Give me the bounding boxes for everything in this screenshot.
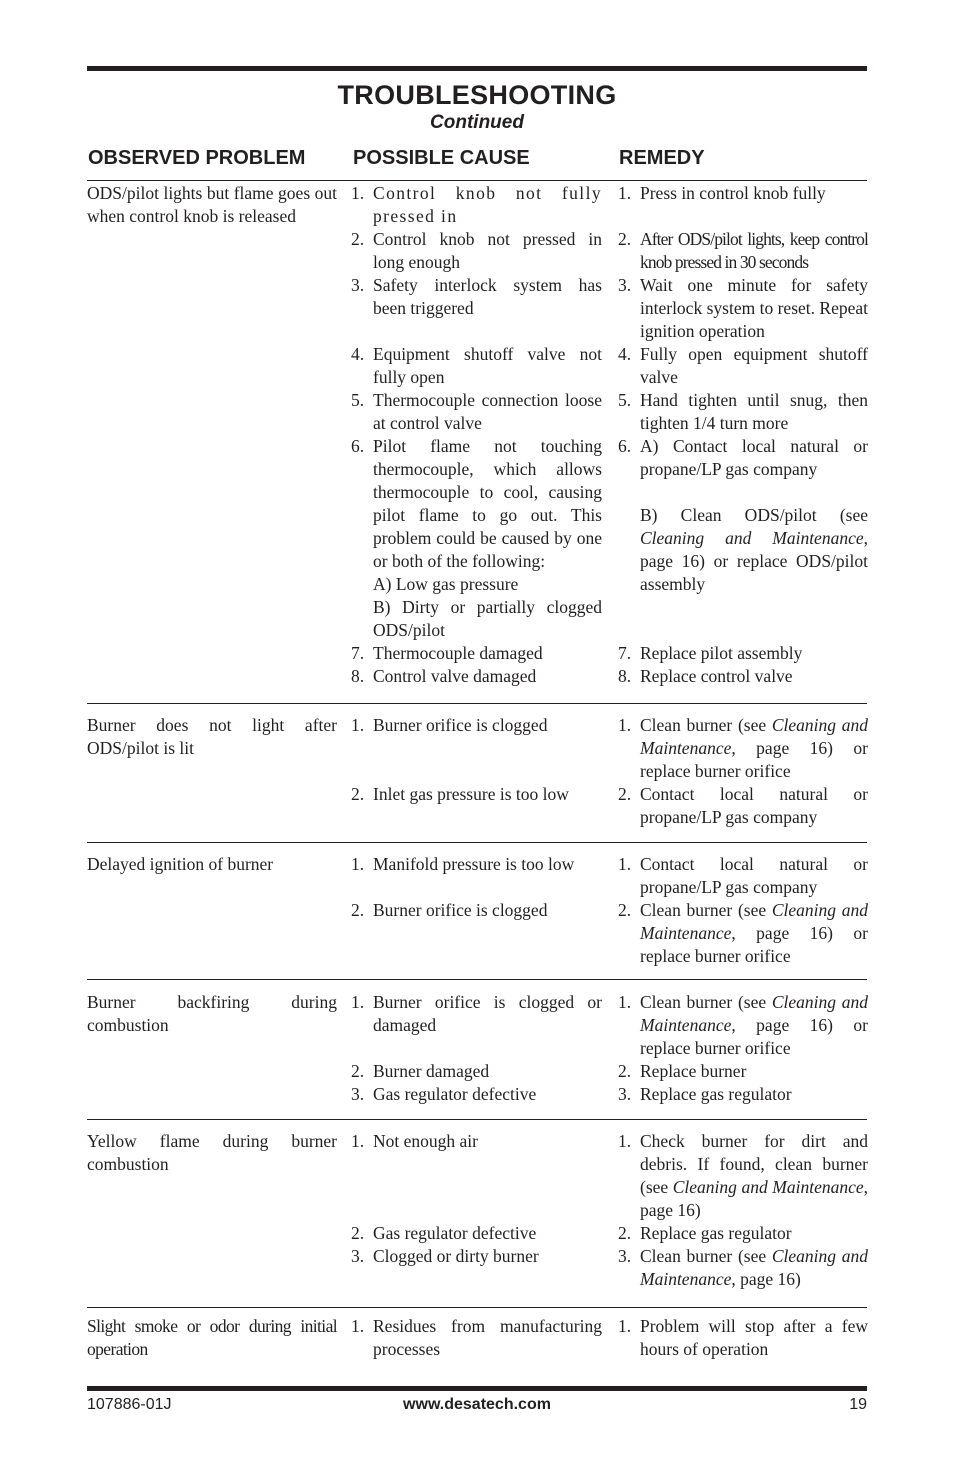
list-item: 5. Hand tighten until snug, then tighten 1/4 turn more bbox=[618, 390, 868, 433]
list-item: 3. Clean burner (see Cleaning and Maintenance, page 16) bbox=[618, 1246, 868, 1289]
list-item: 7. Replace pilot assembly bbox=[618, 643, 803, 663]
header-rule bbox=[87, 180, 867, 181]
list-item: 4. Fully open equipment shutoff valve bbox=[618, 344, 868, 387]
cause-list-2 bbox=[351, 714, 602, 806]
list-item: 3. Gas regulator defective bbox=[351, 1084, 537, 1104]
page-subtitle: Continued bbox=[430, 112, 524, 133]
problem-burner-does-not-light: Burner does not light after ODS/pilot is lit bbox=[87, 715, 337, 758]
cause-list-4 bbox=[351, 991, 602, 1106]
row-divider bbox=[87, 842, 867, 843]
remedy-list-5 bbox=[618, 1130, 868, 1291]
list-item: 4. Equipment shutoff valve not fully open bbox=[351, 344, 602, 387]
list-item: 1. Clean burner (see Cleaning and Maintenance, page 16) or replace burner orifice bbox=[618, 715, 868, 781]
remedy-list-1 bbox=[618, 182, 868, 688]
list-item: 2. Burner orifice is clogged bbox=[351, 900, 548, 920]
list-item: 1. Contact local natural or propane/LP gas company bbox=[618, 854, 868, 897]
remedy-list-6 bbox=[618, 1315, 868, 1361]
document-number: 107886-01J bbox=[87, 1396, 172, 1413]
list-item: 1. Burner orifice is clogged bbox=[351, 715, 548, 735]
list-item: 2. Replace burner bbox=[618, 1061, 747, 1081]
list-item: 2. Gas regulator defective bbox=[351, 1223, 537, 1243]
column-header-remedy: REMEDY bbox=[619, 147, 705, 169]
list-item: 8. Replace control valve bbox=[618, 666, 793, 686]
list-item: 1. Burner orifice is clogged or damaged bbox=[351, 992, 602, 1035]
list-item: 3. Safety interlock system has been triggered bbox=[351, 275, 602, 318]
list-item: 2. Burner damaged bbox=[351, 1061, 490, 1081]
list-item: 1. Clean burner (see Cleaning and Maintenance, page 16) or replace burner orifice bbox=[618, 992, 868, 1058]
problem-burner-backfiring: Burner backfiring during combustion bbox=[87, 992, 337, 1035]
row-divider bbox=[87, 1307, 867, 1308]
row-divider bbox=[87, 979, 867, 980]
problem-delayed-ignition: Delayed ignition of burner bbox=[87, 854, 274, 874]
cause-list-3 bbox=[351, 853, 602, 922]
website-link[interactable]: www.desatech.com bbox=[403, 1396, 551, 1413]
problem-smoke-odor: Slight smoke or odor during initial operation bbox=[87, 1316, 337, 1359]
cause-list-6 bbox=[351, 1315, 602, 1361]
list-item: 2. Control knob not pressed in long enough bbox=[351, 229, 602, 272]
top-rule bbox=[87, 66, 867, 71]
column-header-problem: OBSERVED PROBLEM bbox=[88, 147, 306, 169]
remedy-list-4 bbox=[618, 991, 868, 1106]
list-item: 1. Press in control knob fully bbox=[618, 183, 826, 203]
row-divider bbox=[87, 1119, 867, 1120]
problem-ods-pilot-goes-out: ODS/pilot lights but flame goes out when control knob is released bbox=[87, 183, 337, 226]
page-number: 19 bbox=[849, 1396, 867, 1413]
list-item: 1. Control knob not fully pressed in bbox=[351, 183, 602, 226]
list-item: 3. Clogged or dirty burner bbox=[351, 1246, 539, 1266]
list-item: 8. Control valve damaged bbox=[351, 666, 537, 686]
remedy-list-2 bbox=[618, 714, 868, 829]
list-item: 1. Check burner for dirt and debris. If found, clean burner (see Cleaning and Maintenance, page 16) bbox=[618, 1131, 868, 1220]
list-item: 2. Inlet gas pressure is too low bbox=[351, 784, 569, 804]
list-item: 2. Contact local natural or propane/LP gas company bbox=[618, 784, 868, 827]
list-item: 1. Manifold pressure is too low bbox=[351, 854, 575, 874]
bottom-rule bbox=[87, 1386, 867, 1391]
list-item: 1. Not enough air bbox=[351, 1131, 478, 1151]
list-item: 2. Clean burner (see Cleaning and Maintenance, page 16) or replace burner orifice bbox=[618, 900, 868, 966]
list-item: 2. Replace gas regulator bbox=[618, 1223, 792, 1243]
list-item: 3. Replace gas regulator bbox=[618, 1084, 792, 1104]
cause-list-1 bbox=[351, 182, 602, 688]
list-item: 1. Problem will stop after a few hours of operation bbox=[618, 1316, 868, 1359]
page-title: TROUBLESHOOTING bbox=[337, 80, 617, 110]
list-item: 5. Thermocouple connection loose at control valve bbox=[351, 390, 602, 433]
list-item: 6. A) Contact local natural or propane/LP gas company B) Clean ODS/pilot (see Cleaning and Maintenance, page 16) or replace ODS/pilot assembly bbox=[618, 436, 868, 594]
remedy-list-3 bbox=[618, 853, 868, 968]
list-item: 2. After ODS/pilot lights, keep control knob pressed in 30 seconds bbox=[618, 229, 868, 272]
list-item: 1. Residues from manufacturing processes bbox=[351, 1316, 602, 1359]
manual-page bbox=[87, 0, 867, 1475]
column-header-cause: POSSIBLE CAUSE bbox=[353, 147, 530, 169]
cause-list-5 bbox=[351, 1130, 602, 1268]
row-divider bbox=[87, 703, 867, 704]
list-item: 6. Pilot flame not touching thermocouple, which allows thermocouple to cool, causing pilot flame to go out. This problem could be caused by one or both of the following: A) Low gas pressure B) Dirty or partially clogged ODS/pilot bbox=[351, 436, 602, 640]
list-item: 3. Wait one minute for safety interlock system to reset. Repeat ignition operation bbox=[618, 275, 868, 341]
list-item: 7. Thermocouple damaged bbox=[351, 643, 543, 663]
problem-yellow-flame: Yellow flame during burner combustion bbox=[87, 1131, 337, 1174]
